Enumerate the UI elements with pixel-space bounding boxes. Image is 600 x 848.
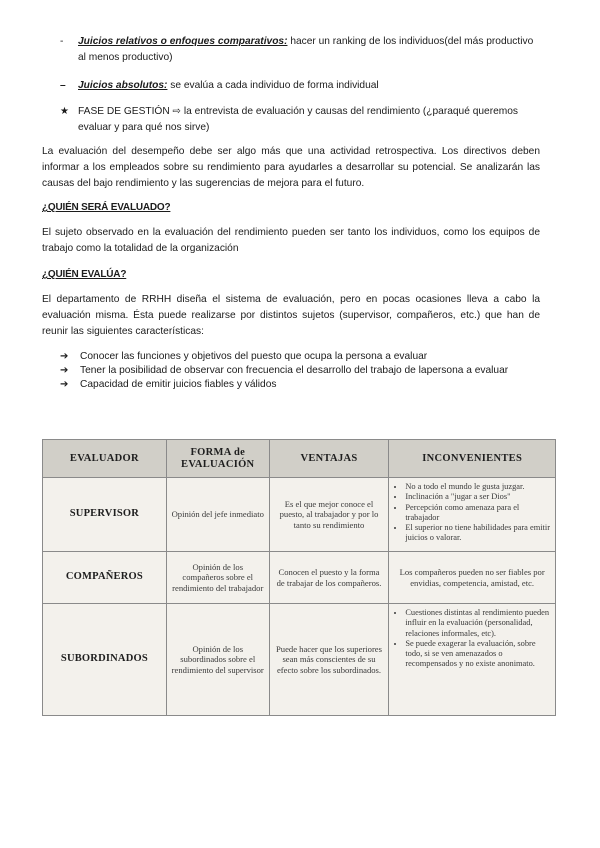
absolutos-term: Juicios absolutos:: [78, 80, 168, 91]
paragraph-sujeto-observado: El sujeto observado en la evaluación del rendimiento pueden ser tanto los individuos, como los equipos de trabajo como la totalidad de la organización: [42, 227, 540, 254]
dash-marker: -: [60, 36, 64, 47]
paragraph-rrhh: El departamento de RRHH diseña el sistema de evaluación, pero en pocas ocasiones lleva a cabo la evaluación misma. Ésta puede realizarse por distintos sujetos (supervisor, compañeros, etc.) que han de reunir las siguientes características:: [42, 294, 540, 337]
paragraph-retrospectiva: La evaluación del desempeño debe ser algo más que una actividad retrospectiva. Los directivos deben informar a los empleados sobre su rendimiento para ayudarles a desarrollar su potencial. Se analizarán las causas del bajo rendimiento y las sugerencias de mejora para el futuro.: [42, 146, 540, 189]
header-inconvenientes: INCONVENIENTES: [389, 440, 556, 478]
subordinados-inconvenientes: [389, 604, 556, 716]
table-row: [43, 478, 556, 552]
list-item: ➔ Conocer las funciones y objetivos del puesto que ocupa la persona a evaluar: [60, 351, 428, 362]
row-label-subordinados: SUBORDINADOS: [43, 604, 167, 716]
list-item: • Cuestiones distintas al rendimiento pueden influir en la evaluación (personalidad, relaciones informales, etc).: [405, 608, 551, 639]
table-header-row: [43, 440, 556, 478]
header-evaluador: EVALUADOR: [43, 440, 167, 478]
relativos-item: [60, 34, 560, 66]
star-icon: ★: [60, 106, 70, 117]
relativos-term: Juicios relativos o enfoques comparativos:: [78, 36, 288, 47]
arrow-right-icon: ➔: [60, 379, 69, 390]
list-item: • Percepción como amenaza para el trabajador: [405, 503, 551, 524]
list-item: • No a todo el mundo le gusta juzgar.: [405, 482, 551, 492]
subordinados-ventajas: Puede hacer que los superiores sean más conscientes de su efecto sobre los subordinados.: [269, 604, 389, 716]
companeros-inconvenientes: Los compañeros pueden no ser fiables por envidias, competencia, amistad, etc.: [389, 552, 556, 604]
list-item: ➔ Tener la posibilidad de observar con frecuencia el desarrollo del trabajo de lapersona a evaluar: [60, 365, 509, 376]
supervisor-forma: Opinión del jefe inmediato: [166, 478, 269, 552]
supervisor-ventajas: Es el que mejor conoce el puesto, al trabajador y por lo tanto su rendimiento: [269, 478, 389, 552]
absolutos-text: se evalúa a cada individuo de forma individual: [167, 80, 379, 91]
arrow-right-icon: ➔: [60, 351, 69, 362]
table-row: [43, 604, 556, 716]
supervisor-inconvenientes: [389, 478, 556, 552]
row-label-companeros: COMPAÑEROS: [43, 552, 167, 604]
heading-quien-sera-evaluado: ¿QUIÉN SERÁ EVALUADO?: [42, 202, 171, 213]
companeros-ventajas: Conocen el puesto y la forma de trabajar de los compañeros.: [269, 552, 389, 604]
list-item: • Se puede exagerar la evaluación, sobre todo, si se ven amenazados o recompensados y no existe anonimato.: [405, 639, 551, 670]
dash-marker: –: [60, 80, 66, 91]
relativos-text-cont: al menos productivo): [78, 52, 173, 63]
list-item: • Inclinación a "jugar a ser Dios": [405, 492, 551, 502]
characteristics-list: [60, 350, 550, 392]
arrow-right-icon: ➔: [60, 365, 69, 376]
fase-text-cont: evaluar y para qué nos sirve): [78, 122, 210, 133]
header-forma: FORMA de EVALUACIÓN: [166, 440, 269, 478]
absolutos-item: [60, 78, 560, 94]
relativos-text: hacer un ranking de los individuos(del más productivo: [287, 36, 534, 47]
table-row: [43, 552, 556, 604]
list-item: • El superior no tiene habilidades para emitir juicios o valorar.: [405, 523, 551, 544]
subordinados-forma: Opinión de los subordinados sobre el rendimiento del supervisor: [166, 604, 269, 716]
list-item: ➔ Capacidad de emitir juicios fiables y válidos: [60, 379, 277, 390]
header-ventajas: VENTAJAS: [269, 440, 389, 478]
fase-item: [60, 104, 560, 136]
fase-text: FASE DE GESTIÓN ⇨ la entrevista de evaluación y causas del rendimiento (¿paraqué queremos: [78, 106, 519, 117]
row-label-supervisor: SUPERVISOR: [43, 478, 167, 552]
companeros-forma: Opinión de los compañeros sobre el rendimiento del trabajador: [166, 552, 269, 604]
heading-quien-evalua: ¿QUIÉN EVALÚA?: [42, 269, 127, 280]
evaluation-table: [42, 439, 556, 716]
